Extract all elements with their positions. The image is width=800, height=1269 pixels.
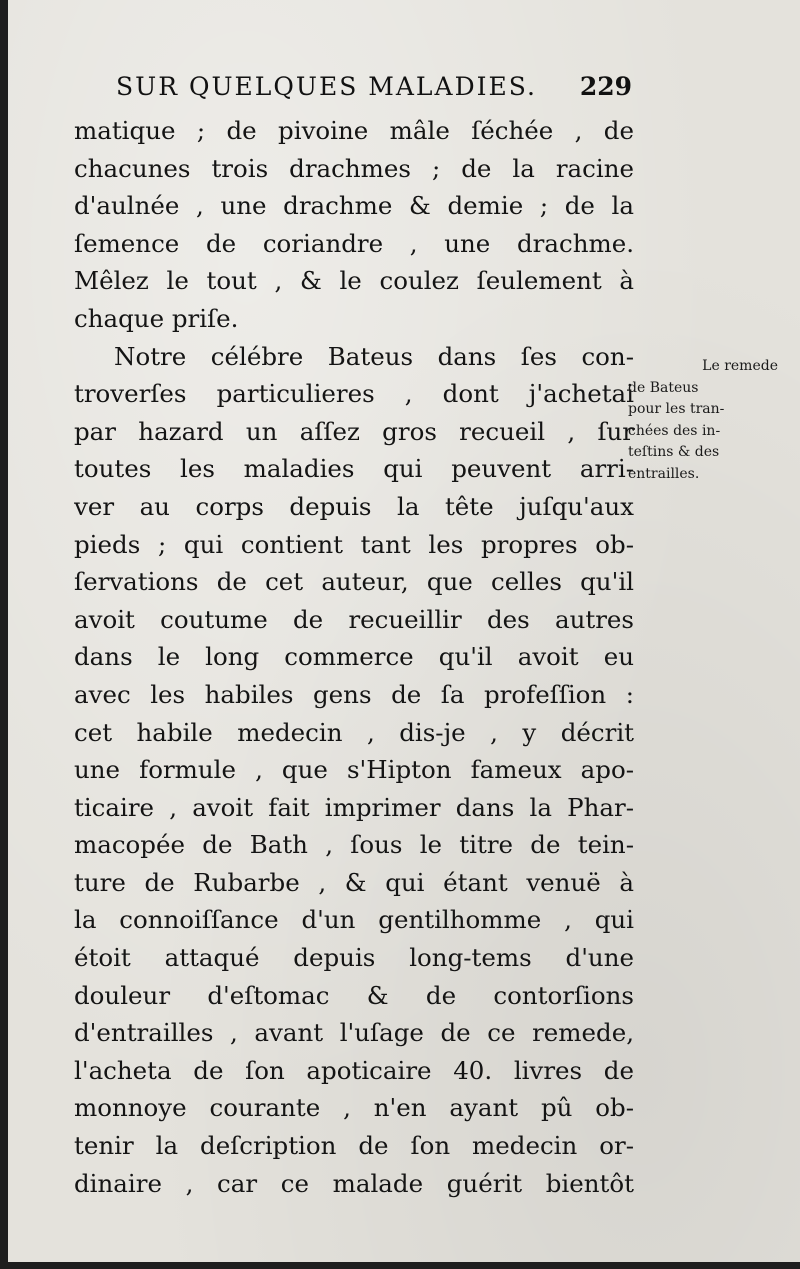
text-line: troverſes particulieres , dont j'achetai <box>74 379 634 409</box>
text-line: avec les habiles gens de ſa profeſſion : <box>74 679 634 709</box>
text-line: pieds ; qui contient tant les propres ob- <box>74 529 634 559</box>
margin-note-line: pour les tran- <box>628 401 725 417</box>
margin-note-line: teſtins & des <box>628 444 720 460</box>
text-line: cet habile medecin , dis-je , y décrit <box>74 717 634 747</box>
margin-note-line: chées des in- <box>628 422 721 439</box>
text-line: dinaire , car ce malade guérit bientôt <box>74 1168 634 1198</box>
text-line: par hazard un aſſez gros recueil , ſur <box>74 416 634 446</box>
text-line: ſemence de coriandre , une drachme. <box>74 228 634 258</box>
text-line: ture de Rubarbe , & qui étant venuë à <box>74 867 634 897</box>
text-line: Mêlez le tout , & le coulez ſeulement à <box>74 266 634 296</box>
page-header <box>116 72 632 108</box>
body-text <box>74 112 634 1202</box>
text-line: ticaire , avoit fait imprimer dans la Phar- <box>74 792 634 822</box>
text-line: ver au corps depuis la tête juſqu'aux <box>74 491 634 521</box>
text-line: macopée de Bath , ſous le titre de tein- <box>74 830 634 860</box>
running-title: SUR QUELQUES MALADIES. <box>116 72 537 101</box>
text-line: tenir la deſcription de ſon medecin or- <box>74 1131 634 1161</box>
text-line: ſervations de cet auteur, que celles qu'il <box>74 567 634 597</box>
text-line: douleur d'eſtomac & de contorſions <box>74 980 634 1010</box>
book-page <box>8 0 800 1262</box>
text-line: d'aulnée , une drachme & demie ; de la <box>74 191 634 221</box>
text-line: d'entrailles , avant l'uſage de ce remede, <box>74 1018 634 1048</box>
page-number: 229 <box>579 72 632 101</box>
text-line: la connoiſſance d'un gentilhomme , qui <box>74 905 634 935</box>
margin-note-line: entrailles. <box>628 465 700 482</box>
text-line: l'acheta de ſon apoticaire 40. livres de <box>74 1055 634 1085</box>
text-line: chacunes trois drachmes ; de la racine <box>74 153 634 183</box>
text-line: étoit attaqué depuis long-tems d'une <box>74 943 634 973</box>
margin-note-line: de Bateus <box>628 379 699 396</box>
text-line: monnoye courante , n'en ayant pû ob- <box>74 1093 634 1123</box>
text-line: dans le long commerce qu'il avoit eu <box>74 642 634 672</box>
margin-note-line: Le remede <box>702 358 778 374</box>
text-line: chaque priſe. <box>74 303 239 333</box>
text-line: avoit coutume de recueillir des autres <box>74 604 634 634</box>
paragraph-start-line: Notre célébre Bateus dans ſes con- <box>114 341 634 371</box>
text-line: toutes les maladies qui peuvent arri- <box>74 454 634 484</box>
text-line: une formule , que s'Hipton fameux apo- <box>74 755 634 785</box>
text-line: matique ; de pivoine mâle ſéchée , de <box>74 116 634 145</box>
margin-note <box>628 356 778 485</box>
